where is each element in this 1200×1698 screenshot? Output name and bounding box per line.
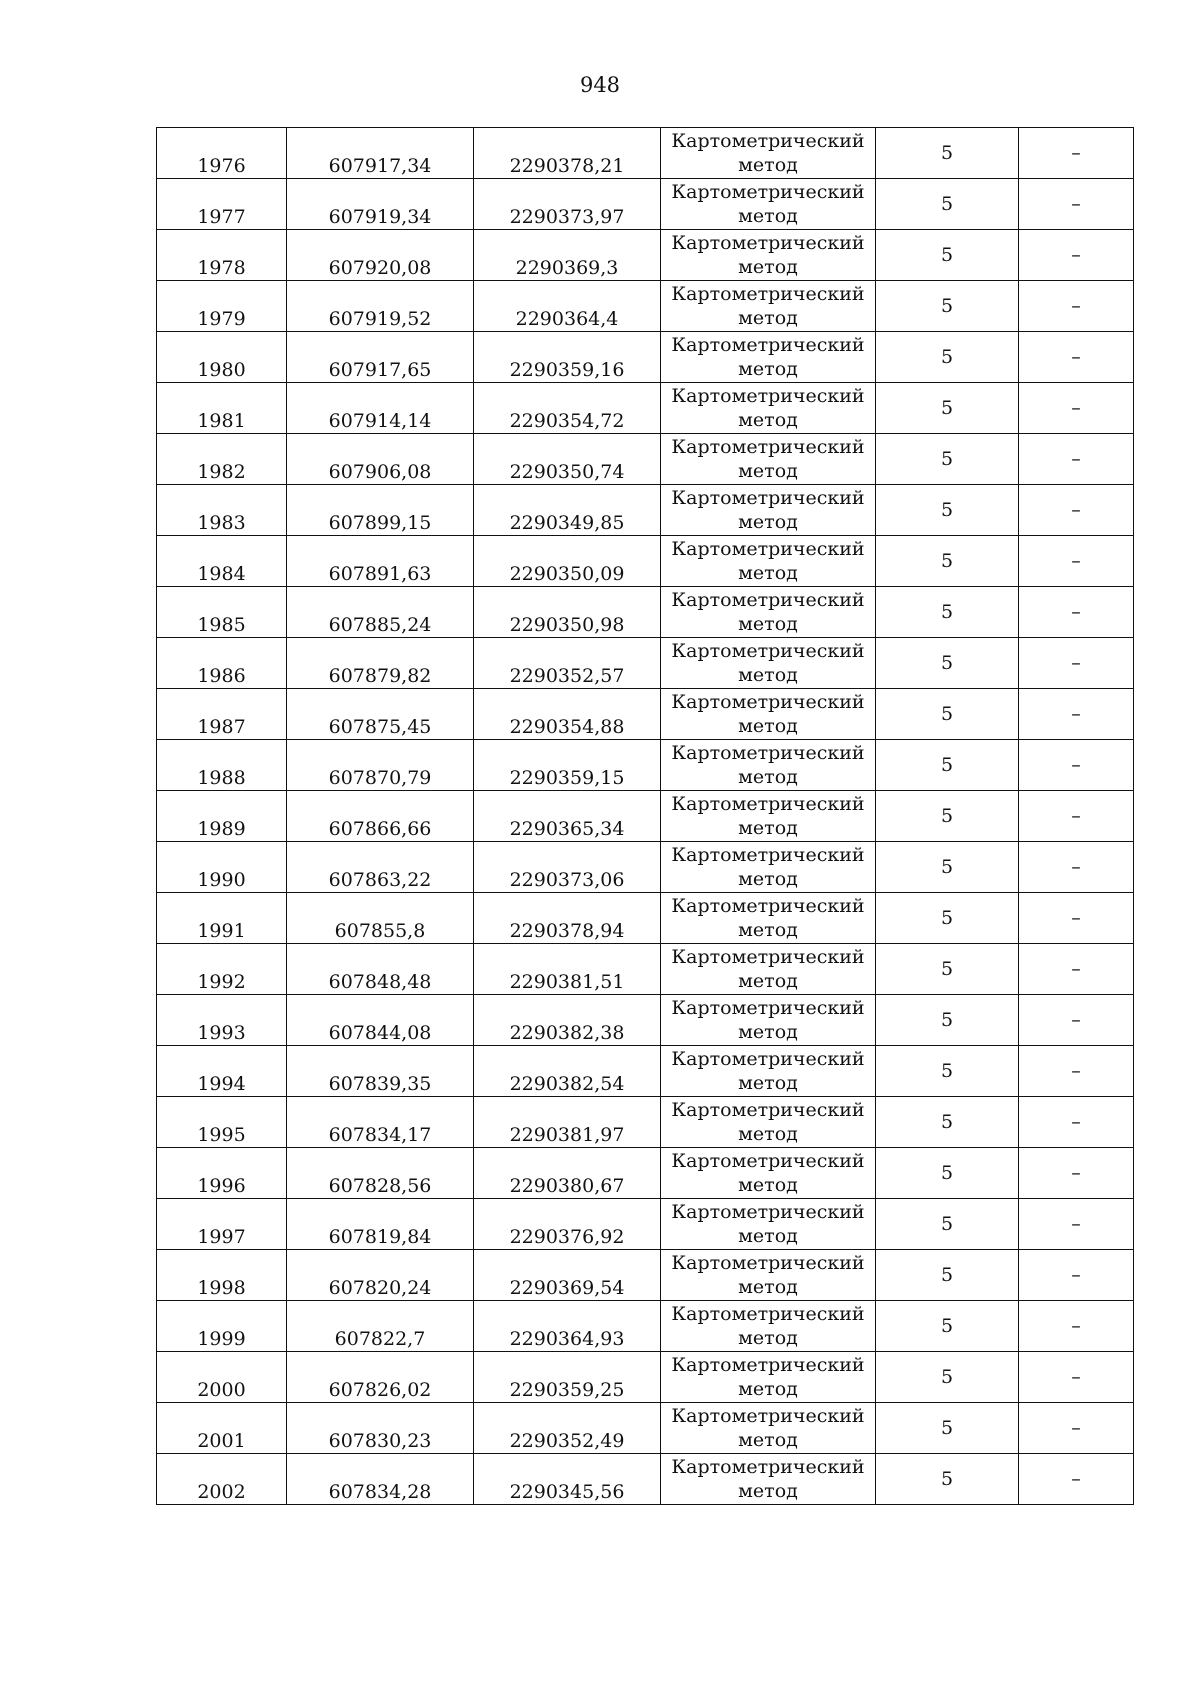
y-coordinate-cell: 2290373,97 xyxy=(474,179,661,230)
table-row xyxy=(157,995,1134,1046)
method-line-1: Картометрический xyxy=(671,946,865,968)
method-cell xyxy=(661,536,876,587)
method-line-1: Картометрический xyxy=(671,997,865,1019)
note-cell: – xyxy=(1019,1301,1134,1352)
x-coordinate-cell: 607839,35 xyxy=(287,1046,474,1097)
method-line-2: метод xyxy=(738,460,798,482)
table-row xyxy=(157,791,1134,842)
method-line-1: Картометрический xyxy=(671,385,865,407)
note-cell: – xyxy=(1019,536,1134,587)
method-line-2: метод xyxy=(738,1327,798,1349)
point-number-cell: 1987 xyxy=(157,689,287,740)
table-row xyxy=(157,689,1134,740)
method-line-2: метод xyxy=(738,1021,798,1043)
method-line-1: Картометрический xyxy=(671,844,865,866)
method-cell xyxy=(661,1046,876,1097)
y-coordinate-cell: 2290380,67 xyxy=(474,1148,661,1199)
accuracy-cell: 5 xyxy=(876,740,1019,791)
accuracy-cell: 5 xyxy=(876,995,1019,1046)
table-row xyxy=(157,587,1134,638)
accuracy-cell: 5 xyxy=(876,485,1019,536)
x-coordinate-cell: 607819,84 xyxy=(287,1199,474,1250)
x-coordinate-cell: 607848,48 xyxy=(287,944,474,995)
y-coordinate-cell: 2290349,85 xyxy=(474,485,661,536)
method-line-1: Картометрический xyxy=(671,1150,865,1172)
y-coordinate-cell: 2290359,16 xyxy=(474,332,661,383)
y-coordinate-cell: 2290369,54 xyxy=(474,1250,661,1301)
method-line-2: метод xyxy=(738,1429,798,1451)
point-number-cell: 1990 xyxy=(157,842,287,893)
method-line-1: Картометрический xyxy=(671,1099,865,1121)
accuracy-cell: 5 xyxy=(876,230,1019,281)
accuracy-cell: 5 xyxy=(876,536,1019,587)
method-cell xyxy=(661,587,876,638)
method-cell xyxy=(661,689,876,740)
table-row xyxy=(157,383,1134,434)
point-number-cell: 1979 xyxy=(157,281,287,332)
note-cell: – xyxy=(1019,689,1134,740)
y-coordinate-cell: 2290378,94 xyxy=(474,893,661,944)
y-coordinate-cell: 2290359,15 xyxy=(474,740,661,791)
method-line-1: Картометрический xyxy=(671,691,865,713)
point-number-cell: 1989 xyxy=(157,791,287,842)
method-cell xyxy=(661,944,876,995)
point-number-cell: 2001 xyxy=(157,1403,287,1454)
point-number-cell: 1984 xyxy=(157,536,287,587)
table-row xyxy=(157,485,1134,536)
note-cell: – xyxy=(1019,893,1134,944)
note-cell: – xyxy=(1019,995,1134,1046)
x-coordinate-cell: 607917,65 xyxy=(287,332,474,383)
point-number-cell: 1976 xyxy=(157,128,287,179)
method-cell xyxy=(661,179,876,230)
table-row xyxy=(157,893,1134,944)
note-cell: – xyxy=(1019,179,1134,230)
note-cell: – xyxy=(1019,128,1134,179)
x-coordinate-cell: 607870,79 xyxy=(287,740,474,791)
table-row xyxy=(157,1148,1134,1199)
coordinates-table-body xyxy=(157,128,1134,1505)
method-line-2: метод xyxy=(738,409,798,431)
method-line-2: метод xyxy=(738,1123,798,1145)
accuracy-cell: 5 xyxy=(876,383,1019,434)
method-cell xyxy=(661,740,876,791)
method-line-1: Картометрический xyxy=(671,130,865,152)
x-coordinate-cell: 607826,02 xyxy=(287,1352,474,1403)
y-coordinate-cell: 2290354,72 xyxy=(474,383,661,434)
method-cell xyxy=(661,995,876,1046)
method-line-1: Картометрический xyxy=(671,1252,865,1274)
y-coordinate-cell: 2290376,92 xyxy=(474,1199,661,1250)
method-cell xyxy=(661,842,876,893)
table-row xyxy=(157,332,1134,383)
note-cell: – xyxy=(1019,587,1134,638)
page-number: 948 xyxy=(579,73,621,97)
x-coordinate-cell: 607906,08 xyxy=(287,434,474,485)
accuracy-cell: 5 xyxy=(876,128,1019,179)
x-coordinate-cell: 607875,45 xyxy=(287,689,474,740)
note-cell: – xyxy=(1019,791,1134,842)
point-number-cell: 1978 xyxy=(157,230,287,281)
method-cell xyxy=(661,383,876,434)
x-coordinate-cell: 607917,34 xyxy=(287,128,474,179)
table-row xyxy=(157,1250,1134,1301)
point-number-cell: 1982 xyxy=(157,434,287,485)
accuracy-cell: 5 xyxy=(876,434,1019,485)
coordinates-table xyxy=(156,127,1134,1505)
point-number-cell: 1999 xyxy=(157,1301,287,1352)
y-coordinate-cell: 2290382,54 xyxy=(474,1046,661,1097)
method-cell xyxy=(661,1301,876,1352)
table-row xyxy=(157,740,1134,791)
method-cell xyxy=(661,485,876,536)
x-coordinate-cell: 607863,22 xyxy=(287,842,474,893)
method-line-1: Картометрический xyxy=(671,436,865,458)
method-line-2: метод xyxy=(738,1276,798,1298)
x-coordinate-cell: 607899,15 xyxy=(287,485,474,536)
accuracy-cell: 5 xyxy=(876,1097,1019,1148)
table-row xyxy=(157,1199,1134,1250)
method-cell xyxy=(661,332,876,383)
point-number-cell: 1991 xyxy=(157,893,287,944)
y-coordinate-cell: 2290354,88 xyxy=(474,689,661,740)
accuracy-cell: 5 xyxy=(876,1454,1019,1505)
point-number-cell: 1986 xyxy=(157,638,287,689)
y-coordinate-cell: 2290359,25 xyxy=(474,1352,661,1403)
table-row xyxy=(157,1097,1134,1148)
method-line-1: Картометрический xyxy=(671,1303,865,1325)
table-row xyxy=(157,1352,1134,1403)
y-coordinate-cell: 2290364,93 xyxy=(474,1301,661,1352)
method-line-1: Картометрический xyxy=(671,1456,865,1478)
note-cell: – xyxy=(1019,230,1134,281)
method-line-2: метод xyxy=(738,1480,798,1502)
method-cell xyxy=(661,230,876,281)
note-cell: – xyxy=(1019,434,1134,485)
point-number-cell: 1985 xyxy=(157,587,287,638)
y-coordinate-cell: 2290345,56 xyxy=(474,1454,661,1505)
note-cell: – xyxy=(1019,1352,1134,1403)
table-row xyxy=(157,281,1134,332)
accuracy-cell: 5 xyxy=(876,1199,1019,1250)
x-coordinate-cell: 607822,7 xyxy=(287,1301,474,1352)
accuracy-cell: 5 xyxy=(876,1403,1019,1454)
point-number-cell: 1988 xyxy=(157,740,287,791)
table-row xyxy=(157,536,1134,587)
method-line-2: метод xyxy=(738,664,798,686)
method-line-1: Картометрический xyxy=(671,334,865,356)
note-cell: – xyxy=(1019,1250,1134,1301)
method-line-1: Картометрический xyxy=(671,538,865,560)
accuracy-cell: 5 xyxy=(876,842,1019,893)
method-cell xyxy=(661,1250,876,1301)
x-coordinate-cell: 607834,17 xyxy=(287,1097,474,1148)
point-number-cell: 1980 xyxy=(157,332,287,383)
method-line-2: метод xyxy=(738,715,798,737)
note-cell: – xyxy=(1019,842,1134,893)
method-cell xyxy=(661,281,876,332)
method-line-1: Картометрический xyxy=(671,793,865,815)
point-number-cell: 1977 xyxy=(157,179,287,230)
accuracy-cell: 5 xyxy=(876,179,1019,230)
method-line-1: Картометрический xyxy=(671,181,865,203)
y-coordinate-cell: 2290364,4 xyxy=(474,281,661,332)
point-number-cell: 1983 xyxy=(157,485,287,536)
accuracy-cell: 5 xyxy=(876,944,1019,995)
method-line-2: метод xyxy=(738,817,798,839)
accuracy-cell: 5 xyxy=(876,1046,1019,1097)
point-number-cell: 1994 xyxy=(157,1046,287,1097)
y-coordinate-cell: 2290373,06 xyxy=(474,842,661,893)
table-row xyxy=(157,1301,1134,1352)
table-row xyxy=(157,434,1134,485)
method-line-2: метод xyxy=(738,358,798,380)
method-line-1: Картометрический xyxy=(671,232,865,254)
method-line-1: Картометрический xyxy=(671,283,865,305)
note-cell: – xyxy=(1019,281,1134,332)
accuracy-cell: 5 xyxy=(876,1301,1019,1352)
x-coordinate-cell: 607866,66 xyxy=(287,791,474,842)
accuracy-cell: 5 xyxy=(876,689,1019,740)
y-coordinate-cell: 2290365,34 xyxy=(474,791,661,842)
point-number-cell: 1997 xyxy=(157,1199,287,1250)
method-line-2: метод xyxy=(738,1072,798,1094)
accuracy-cell: 5 xyxy=(876,791,1019,842)
method-cell xyxy=(661,128,876,179)
method-line-2: метод xyxy=(738,766,798,788)
point-number-cell: 1992 xyxy=(157,944,287,995)
table-row xyxy=(157,1046,1134,1097)
method-line-1: Картометрический xyxy=(671,487,865,509)
method-cell xyxy=(661,1352,876,1403)
table-row xyxy=(157,944,1134,995)
table-row xyxy=(157,1454,1134,1505)
method-cell xyxy=(661,434,876,485)
note-cell: – xyxy=(1019,1454,1134,1505)
accuracy-cell: 5 xyxy=(876,1250,1019,1301)
note-cell: – xyxy=(1019,1199,1134,1250)
x-coordinate-cell: 607891,63 xyxy=(287,536,474,587)
x-coordinate-cell: 607885,24 xyxy=(287,587,474,638)
x-coordinate-cell: 607820,24 xyxy=(287,1250,474,1301)
table-row xyxy=(157,230,1134,281)
x-coordinate-cell: 607920,08 xyxy=(287,230,474,281)
note-cell: – xyxy=(1019,1148,1134,1199)
y-coordinate-cell: 2290381,51 xyxy=(474,944,661,995)
method-cell xyxy=(661,1403,876,1454)
method-line-2: метод xyxy=(738,205,798,227)
note-cell: – xyxy=(1019,1403,1134,1454)
y-coordinate-cell: 2290350,74 xyxy=(474,434,661,485)
method-line-2: метод xyxy=(738,868,798,890)
x-coordinate-cell: 607834,28 xyxy=(287,1454,474,1505)
point-number-cell: 1996 xyxy=(157,1148,287,1199)
method-line-1: Картометрический xyxy=(671,589,865,611)
method-line-2: метод xyxy=(738,256,798,278)
method-line-2: метод xyxy=(738,511,798,533)
note-cell: – xyxy=(1019,1097,1134,1148)
point-number-cell: 1998 xyxy=(157,1250,287,1301)
x-coordinate-cell: 607919,34 xyxy=(287,179,474,230)
x-coordinate-cell: 607830,23 xyxy=(287,1403,474,1454)
method-line-1: Картометрический xyxy=(671,640,865,662)
table-row xyxy=(157,1403,1134,1454)
method-line-1: Картометрический xyxy=(671,742,865,764)
x-coordinate-cell: 607828,56 xyxy=(287,1148,474,1199)
point-number-cell: 1995 xyxy=(157,1097,287,1148)
accuracy-cell: 5 xyxy=(876,587,1019,638)
method-line-2: метод xyxy=(738,1225,798,1247)
note-cell: – xyxy=(1019,332,1134,383)
method-cell xyxy=(661,1454,876,1505)
method-line-2: метод xyxy=(738,613,798,635)
point-number-cell: 2002 xyxy=(157,1454,287,1505)
method-cell xyxy=(661,893,876,944)
point-number-cell: 1993 xyxy=(157,995,287,1046)
method-line-1: Картометрический xyxy=(671,1201,865,1223)
accuracy-cell: 5 xyxy=(876,893,1019,944)
y-coordinate-cell: 2290352,49 xyxy=(474,1403,661,1454)
method-line-2: метод xyxy=(738,970,798,992)
table-row xyxy=(157,842,1134,893)
method-line-1: Картометрический xyxy=(671,1048,865,1070)
method-line-2: метод xyxy=(738,307,798,329)
accuracy-cell: 5 xyxy=(876,1352,1019,1403)
table-row xyxy=(157,638,1134,689)
note-cell: – xyxy=(1019,638,1134,689)
x-coordinate-cell: 607879,82 xyxy=(287,638,474,689)
method-line-2: метод xyxy=(738,562,798,584)
y-coordinate-cell: 2290369,3 xyxy=(474,230,661,281)
x-coordinate-cell: 607914,14 xyxy=(287,383,474,434)
method-line-1: Картометрический xyxy=(671,1354,865,1376)
method-line-2: метод xyxy=(738,154,798,176)
note-cell: – xyxy=(1019,383,1134,434)
note-cell: – xyxy=(1019,740,1134,791)
point-number-cell: 2000 xyxy=(157,1352,287,1403)
note-cell: – xyxy=(1019,944,1134,995)
y-coordinate-cell: 2290381,97 xyxy=(474,1097,661,1148)
x-coordinate-cell: 607855,8 xyxy=(287,893,474,944)
method-line-1: Картометрический xyxy=(671,895,865,917)
method-cell xyxy=(661,1148,876,1199)
method-cell xyxy=(661,1097,876,1148)
method-cell xyxy=(661,791,876,842)
accuracy-cell: 5 xyxy=(876,638,1019,689)
accuracy-cell: 5 xyxy=(876,332,1019,383)
accuracy-cell: 5 xyxy=(876,281,1019,332)
method-cell xyxy=(661,1199,876,1250)
table-row xyxy=(157,179,1134,230)
y-coordinate-cell: 2290350,98 xyxy=(474,587,661,638)
x-coordinate-cell: 607844,08 xyxy=(287,995,474,1046)
table-row xyxy=(157,128,1134,179)
method-line-2: метод xyxy=(738,1378,798,1400)
y-coordinate-cell: 2290352,57 xyxy=(474,638,661,689)
note-cell: – xyxy=(1019,1046,1134,1097)
point-number-cell: 1981 xyxy=(157,383,287,434)
method-line-2: метод xyxy=(738,1174,798,1196)
method-line-1: Картометрический xyxy=(671,1405,865,1427)
method-line-2: метод xyxy=(738,919,798,941)
accuracy-cell: 5 xyxy=(876,1148,1019,1199)
y-coordinate-cell: 2290382,38 xyxy=(474,995,661,1046)
x-coordinate-cell: 607919,52 xyxy=(287,281,474,332)
y-coordinate-cell: 2290350,09 xyxy=(474,536,661,587)
method-cell xyxy=(661,638,876,689)
note-cell: – xyxy=(1019,485,1134,536)
y-coordinate-cell: 2290378,21 xyxy=(474,128,661,179)
